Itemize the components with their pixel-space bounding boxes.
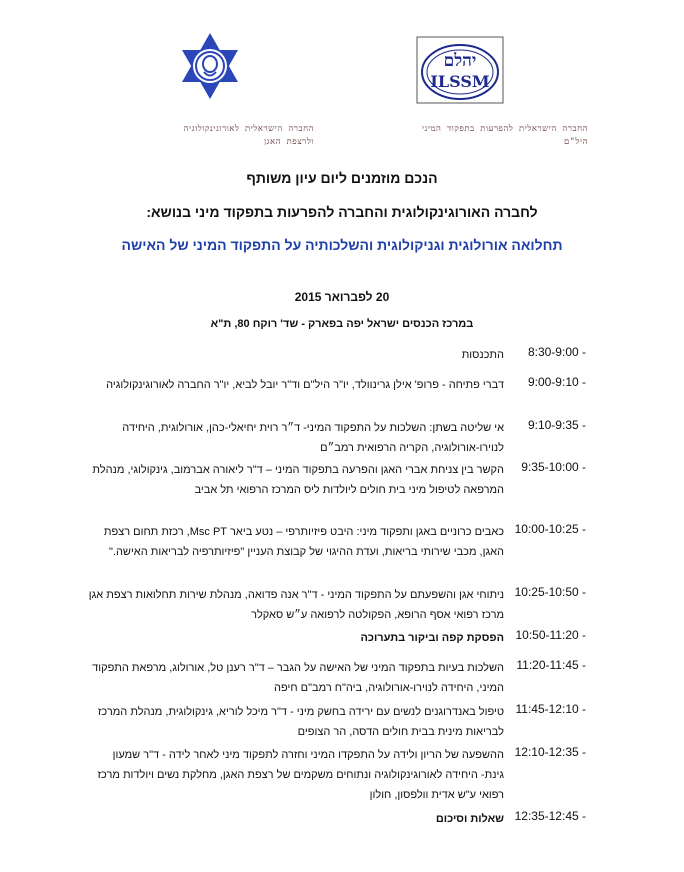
schedule-desc: אי שליטה בשתן: השלכות על התפקוד המיני- ד״ר רוית יחיאלי-כהן, אורולוגית, היחידה לנוירו-אורולוגיה, הקריה הרפואית רמב״ם xyxy=(122,422,504,454)
ilssm-logo xyxy=(416,36,504,104)
org-name-hilam: החברה הישראלית להפרעות בתפקוד המיני היל"ם xyxy=(421,124,588,147)
invitation-title: הנכם מוזמנים ליום עיון משותף xyxy=(246,170,438,186)
schedule-time: 10:25-10:50 - xyxy=(514,585,586,599)
logo-ilssm-text: ILSSM xyxy=(430,72,490,91)
star-of-david-logo xyxy=(178,31,242,101)
schedule-desc: התכנסות xyxy=(461,349,504,361)
schedule-desc: שאלות וסיכום xyxy=(435,813,504,825)
schedule-desc: ההשפעה של הריון ולידה על התפקדו המיני וחזרה לתפקוד מיני לאחר לידה - ד"ר שמעון גינת- היחידה לאורוגינקולוגיה ונתוחים משקמים של רצפת האגן, מחלקת נשים ויולדות מרכז רפואי ע"ש אדית וולפסון, חולון xyxy=(97,749,504,801)
schedule-time: 9:35-10:00 - xyxy=(521,460,586,474)
schedule-desc: דברי פתיחה - פרופ' אילן גרינוולד, יו"ר היל"ם וד"ר יובל לביא, יו"ר החברה לאורוגינקולוגיה xyxy=(106,379,504,391)
org-name-urogynecology: החברה הישראלית לאורוגינקולוגיה ולרצפת האגן xyxy=(183,124,314,147)
schedule-time: 9:10-9:35 - xyxy=(527,418,586,432)
event-venue: במרכז הכנסים ישראל יפה בפארק - שד' רוקח 80, ת"א xyxy=(210,318,474,330)
event-date: 20 לפברואר 2015 xyxy=(294,290,390,304)
schedule-time: 10:00-10:25 - xyxy=(514,522,586,536)
schedule-desc: כאבים כרוניים באגן ותפקוד מיני: היבט פיזיותרפי – נטע ביאר Msc PT, רכזת תחום רצפת האגן, מכבי שירותי בריאות, ועדת ההיגוי של קבוצת העניין "פיזיותרפיה לבריאות האישה." xyxy=(103,526,504,558)
schedule-time: 12:35-12:45 - xyxy=(514,809,586,823)
invitation-subtitle: לחברה האורוגינקולוגית והחברה להפרעות בתפקוד מיני בנושא: xyxy=(146,204,538,220)
schedule-time: 9:00-9:10 - xyxy=(527,375,586,389)
schedule-time: 11:45-12:10 - xyxy=(515,702,586,716)
schedule-desc: טיפול באנדרוגנים לנשים עם ירידה בחשק מיני - ד"ר מיכל לוריא, גינקולוגית, מנהלת המרכז לבריאות מינית בבית חולים הדסה, הר הצופים xyxy=(97,706,504,738)
topic-title: תחלואה אורולוגית וגניקולוגית והשלכותיה על התפקוד המיני של האישה xyxy=(121,237,563,253)
schedule-time: 11:20-11:45 - xyxy=(516,658,586,672)
schedule-time: 8:30-9:00 - xyxy=(527,345,586,359)
schedule-desc: ניתוחי אגן והשפעתם על התפקוד המיני - ד"ר אנה פדואה, מנהלת שירות תחלואות רצפת אגן מרכז רפואי אסף הרופא, הפקולטה לרפואה ע״ש סאקלר xyxy=(88,589,504,621)
logo-hebrew-text: יהלם xyxy=(443,51,477,71)
schedule-desc: הפסקת קפה וביקור בתערוכה xyxy=(360,632,504,644)
schedule-desc: השלכות בעיות בתפקוד המיני של האישה על הגבר – ד"ר רענן טל, אורולוג, מרפאת התפקוד המיני, היחידה לנוירו-אורולוגיה, ביה"ח רמב"ם חיפה xyxy=(92,662,504,694)
schedule-time: 10:50-11:20 - xyxy=(515,628,586,642)
schedule-desc: הקשר בין צניחת אברי האגן והפרעה בתפקוד המיני – ד"ר ליאורה אברמוב, גינקולוגי, מנהלת המרפאה לטיפול מיני בית חולים ליולדות ליס המרכז הרפואי תל אביב xyxy=(92,464,504,496)
schedule-time: 12:10-12:35 - xyxy=(514,745,586,759)
